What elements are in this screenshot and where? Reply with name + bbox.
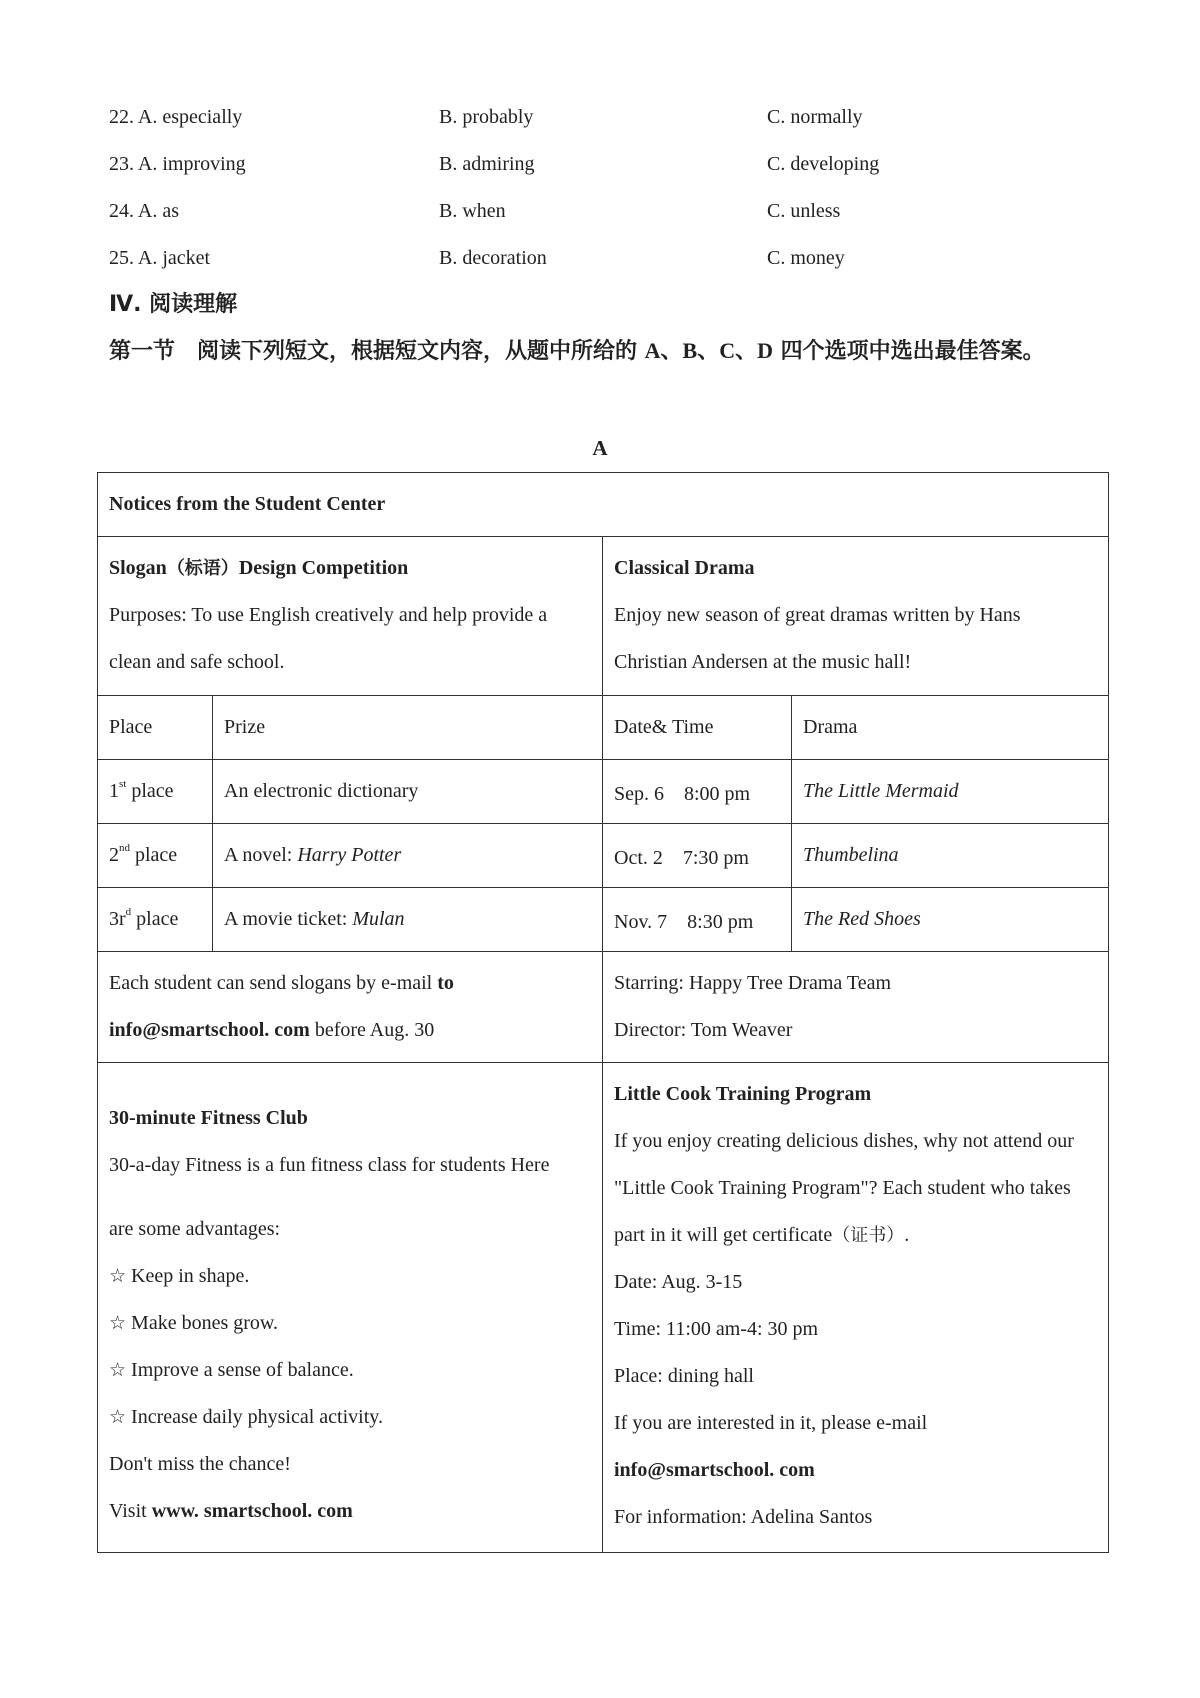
table-row <box>98 824 1109 888</box>
prize-cell <box>213 824 603 888</box>
col-header-drama: Drama <box>792 696 1109 760</box>
instruction-part2: 四个选项中选出最佳答案。 <box>773 339 1045 364</box>
cook-title: Little Cook Training Program <box>614 1083 872 1105</box>
fitness-desc-1: 30-a-day Fitness is a fun fitness class for students Here <box>109 1154 550 1176</box>
instruction <box>109 327 1099 376</box>
slogan-title-prefix: Slogan <box>109 557 167 579</box>
prize-text: A novel: <box>224 844 298 866</box>
prize-title: Mulan <box>352 908 405 930</box>
section-title: Ⅳ. 阅读理解 <box>109 292 238 317</box>
passage-letter: A <box>592 436 608 460</box>
instruction-letters: A、B、C、D <box>644 338 774 363</box>
fitness-advantage <box>109 1300 591 1347</box>
place-suffix: d <box>125 906 132 919</box>
place-word: place <box>130 844 178 866</box>
drama-desc-1: Enjoy new season of great dramas written by Hans <box>614 604 1021 626</box>
drama-director: Director: Tom Weaver <box>614 1019 793 1041</box>
fitness-advantage <box>109 1347 591 1394</box>
send-text: Each student can send slogans by e-mail <box>109 972 438 994</box>
place-cell <box>98 760 213 824</box>
option-c: C. normally <box>767 106 863 128</box>
date-cell: Sep. 6 8:00 pm <box>603 760 792 824</box>
place-num: 1 <box>109 780 119 802</box>
col-header-prize: Prize <box>213 696 603 760</box>
send-to: to <box>437 972 454 994</box>
option-row-24 <box>109 196 1109 226</box>
col-header-date: Date& Time <box>603 696 792 760</box>
drama-credits-cell <box>603 952 1109 1063</box>
fitness-desc-2: are some advantages: <box>109 1218 281 1240</box>
option-row-22 <box>109 102 1109 132</box>
drama-title: Classical Drama <box>614 557 755 579</box>
slogan-purposes-2: clean and safe school. <box>109 651 285 673</box>
instruction-part1: 第一节 阅读下列短文，根据短文内容，从题中所给的 <box>109 339 645 364</box>
col-header-place: Place <box>98 696 213 760</box>
cook-line-1: If you enjoy creating delicious dishes, why not attend our <box>614 1130 1074 1152</box>
prize-cell <box>213 888 603 952</box>
cook-line-3-text: part in it will get certificate <box>614 1224 833 1246</box>
cook-email: info@smartschool. com <box>614 1459 815 1481</box>
option-b: B. when <box>439 200 506 222</box>
date-cell: Nov. 7 8:30 pm <box>603 888 792 952</box>
fitness-cell <box>98 1063 603 1553</box>
option-c: C. money <box>767 247 845 269</box>
cook-line-3-cn: （证书） <box>832 1225 905 1246</box>
cook-time: Time: 11:00 am-4: 30 pm <box>614 1318 819 1340</box>
place-word: place <box>131 908 179 930</box>
place-suffix: nd <box>119 842 130 855</box>
place-cell <box>98 888 213 952</box>
fitness-advantage <box>109 1253 591 1300</box>
notice-table <box>97 472 1109 1553</box>
advantage-text: Make bones grow. <box>131 1312 279 1334</box>
date-cell: Oct. 2 7:30 pm <box>603 824 792 888</box>
table-row <box>98 760 1109 824</box>
advantage-text: Keep in shape. <box>131 1265 250 1287</box>
slogan-send-cell <box>98 952 603 1063</box>
cook-place: Place: dining hall <box>614 1365 754 1387</box>
place-num: 3r <box>109 908 126 930</box>
fitness-miss: Don't miss the chance! <box>109 1453 291 1475</box>
slogan-title-cn: （标语） <box>166 558 239 579</box>
cook-date: Date: Aug. 3-15 <box>614 1271 743 1293</box>
option-b: B. probably <box>439 106 534 128</box>
visit-url: www. smartschool. com <box>151 1500 353 1522</box>
send-line-1 <box>109 960 591 1007</box>
prize-text: A movie ticket: <box>224 908 353 930</box>
fitness-advantage <box>109 1394 591 1441</box>
drama-starring: Starring: Happy Tree Drama Team <box>614 972 892 994</box>
option-b: B. decoration <box>439 247 547 269</box>
cook-line-3 <box>614 1212 1097 1259</box>
star-icon: ☆ <box>109 1359 127 1381</box>
slogan-title-suffix: Design Competition <box>238 557 409 579</box>
drama-desc-2: Christian Andersen at the music hall! <box>614 651 912 673</box>
cook-cell <box>603 1063 1109 1553</box>
slogan-purposes-1: Purposes: To use English creatively and help provide a <box>109 604 548 626</box>
advantage-text: Increase daily physical activity. <box>131 1406 383 1428</box>
option-row-25 <box>109 243 1109 273</box>
prize-cell <box>213 760 603 824</box>
notice-title: Notices from the Student Center <box>98 473 1109 537</box>
option-c: C. developing <box>767 153 880 175</box>
fitness-title: 30-minute Fitness Club <box>109 1107 308 1129</box>
visit-prefix: Visit <box>109 1500 152 1522</box>
star-icon: ☆ <box>109 1406 127 1428</box>
place-cell <box>98 824 213 888</box>
slogan-intro-cell <box>98 537 603 696</box>
star-icon: ☆ <box>109 1265 127 1287</box>
table-row <box>98 888 1109 952</box>
drama-cell: The Little Mermaid <box>792 760 1109 824</box>
send-deadline: before Aug. 30 <box>309 1019 435 1041</box>
send-email: info@smartschool. com <box>109 1019 310 1041</box>
place-suffix: st <box>119 778 127 791</box>
slogan-title <box>109 545 591 592</box>
place-num: 2 <box>109 844 119 866</box>
place-word: place <box>126 780 174 802</box>
fitness-visit <box>109 1488 591 1535</box>
option-a: 22. A. especially <box>109 106 243 128</box>
advantage-text: Improve a sense of balance. <box>131 1359 354 1381</box>
cook-email-line: If you are interested in it, please e-mail <box>614 1412 928 1434</box>
send-line-2 <box>109 1007 591 1054</box>
drama-cell: Thumbelina <box>792 824 1109 888</box>
star-icon: ☆ <box>109 1312 127 1334</box>
option-b: B. admiring <box>439 153 535 175</box>
cook-line-2: "Little Cook Training Program"? Each student who takes <box>614 1177 1071 1199</box>
option-a: 23. A. improving <box>109 153 246 175</box>
option-c: C. unless <box>767 200 841 222</box>
option-a: 24. A. as <box>109 200 179 222</box>
cook-line-3-end: . <box>904 1224 910 1246</box>
cook-info: For information: Adelina Santos <box>614 1506 873 1528</box>
option-row-23 <box>109 149 1109 179</box>
drama-cell: The Red Shoes <box>792 888 1109 952</box>
prize-text: An electronic dictionary <box>224 780 419 802</box>
prize-title: Harry Potter <box>297 844 402 866</box>
option-a: 25. A. jacket <box>109 247 211 269</box>
drama-intro-cell <box>603 537 1109 696</box>
